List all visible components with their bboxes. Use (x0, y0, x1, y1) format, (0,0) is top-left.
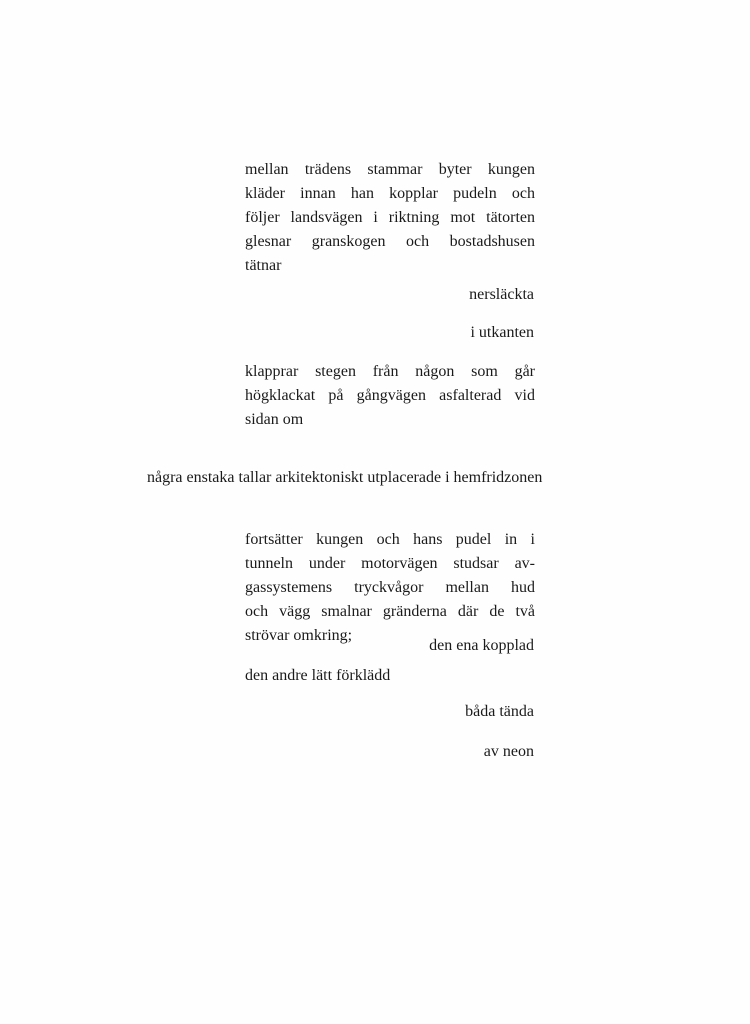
poem-line: tunneln under motorvägen studsar av- (245, 555, 535, 572)
poem-line: kläder innan han kopplar pudeln och (245, 185, 535, 202)
stanza-2 (245, 360, 535, 432)
poem-line-right-2: båda tända (465, 703, 534, 720)
poem-line: sidan om (245, 411, 304, 428)
poem-line: strövar omkring; (245, 627, 353, 644)
poem-line-right-1: den ena kopplad (429, 637, 534, 654)
poem-line: glesnar granskogen och bostadshusen (245, 233, 535, 250)
poem-line-indent-1: nersläckta (469, 286, 534, 303)
poem-line: gassystemens tryckvågor mellan hud (245, 579, 535, 596)
poem-line-left-1: den andre lätt förklädd (245, 667, 391, 684)
poem-line: klapprar stegen från någon som går (245, 363, 535, 380)
poem-line-right-3: av neon (483, 743, 534, 760)
poem-line: fortsätter kungen och hans pudel in i (245, 531, 535, 548)
poem-line: högklackat på gångvägen asfalterad vid (245, 387, 535, 404)
poem-line: och vägg smalnar gränderna där de två (245, 603, 535, 620)
poem-line: mellan trädens stammar byter kungen (245, 161, 535, 178)
poem-wide-line: några enstaka tallar arkitektoniskt utplacerade i hemfridzonen (147, 469, 543, 486)
stanza-3 (245, 528, 535, 648)
poem-line-indent-2: i utkanten (470, 324, 534, 341)
poem-line: följer landsvägen i riktning mot tätorten (245, 209, 535, 226)
poem-line: tätnar (245, 257, 282, 274)
stanza-1 (245, 158, 535, 278)
